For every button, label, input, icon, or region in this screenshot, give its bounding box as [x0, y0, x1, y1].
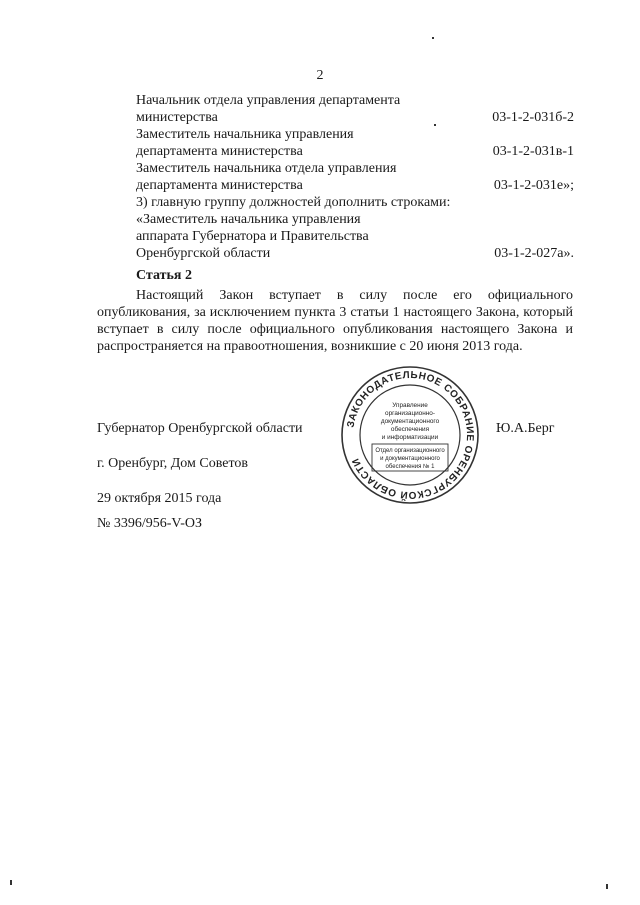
position-row [136, 160, 574, 194]
position-title-line: аппарата Губернатора и Правительства [136, 229, 369, 244]
scan-speck [432, 37, 434, 39]
stamp-box-line: Отдел организационного [375, 448, 445, 454]
position-title-line: министерства [136, 110, 218, 125]
scan-speck [434, 124, 436, 126]
signatory-name: Ю.А.Берг [496, 421, 555, 436]
position-title-line: департамента министерства [136, 178, 303, 193]
position-row [136, 126, 574, 160]
official-stamp [340, 365, 480, 505]
stamp-center-line: и информатизации [381, 434, 439, 441]
scan-speck [10, 880, 12, 885]
position-code: 03-1-2-031в-1 [492, 144, 574, 159]
stamp-center-line: Управление [392, 402, 428, 409]
position-title-line: Заместитель начальника управления [136, 127, 354, 142]
scan-speck [606, 884, 608, 889]
position-row [136, 92, 574, 126]
article-heading: Статья 2 [136, 268, 192, 283]
document-number: № 3396/956-V-ОЗ [97, 516, 203, 531]
stamp-center-line: документационного [380, 418, 440, 425]
signing-place: г. Оренбург, Дом Советов [97, 456, 248, 471]
position-code: 03-1-2-027а». [494, 246, 574, 261]
position-code: 03-1-2-031е»; [493, 178, 574, 193]
page-number: 2 [316, 68, 324, 83]
signatory-title: Губернатор Оренбургской области [97, 421, 303, 436]
position-row [136, 211, 574, 262]
position-title-line: Оренбургской области [136, 246, 271, 261]
position-title-line: «Заместитель начальника управления [136, 212, 361, 227]
position-code: 03-1-2-031б-2 [492, 110, 574, 125]
stamp-center-line: организационно- [385, 410, 435, 417]
article-text: Настоящий Закон вступает в силу после его официального опубликования, за исключением пункта 3 статьи 1 настоящего Закона, который вступает в силу после официального опубликования настоящего Закона и распространяется на правоотношения, возникшие с 20 июня 2013 года. [97, 288, 573, 354]
stamp-center-line: обеспечения [390, 426, 430, 433]
stamp-ring-text: ЗАКОНОДАТЕЛЬНОЕ СОБРАНИЕ ОРЕНБУРГСКОЙ ОБЛАСТИ [345, 369, 476, 501]
position-title-line: департамента министерства [136, 144, 303, 159]
stamp-box-line: и документационного [380, 456, 440, 462]
stamp-box-line: обеспечения № 1 [385, 464, 435, 470]
item3-intro: 3) главную группу должностей дополнить строками: [136, 195, 451, 210]
signing-date: 29 октября 2015 года [97, 491, 222, 506]
position-title-line: Начальник отдела управления департамента [136, 93, 401, 108]
position-title-line: Заместитель начальника отдела управления [136, 161, 397, 176]
